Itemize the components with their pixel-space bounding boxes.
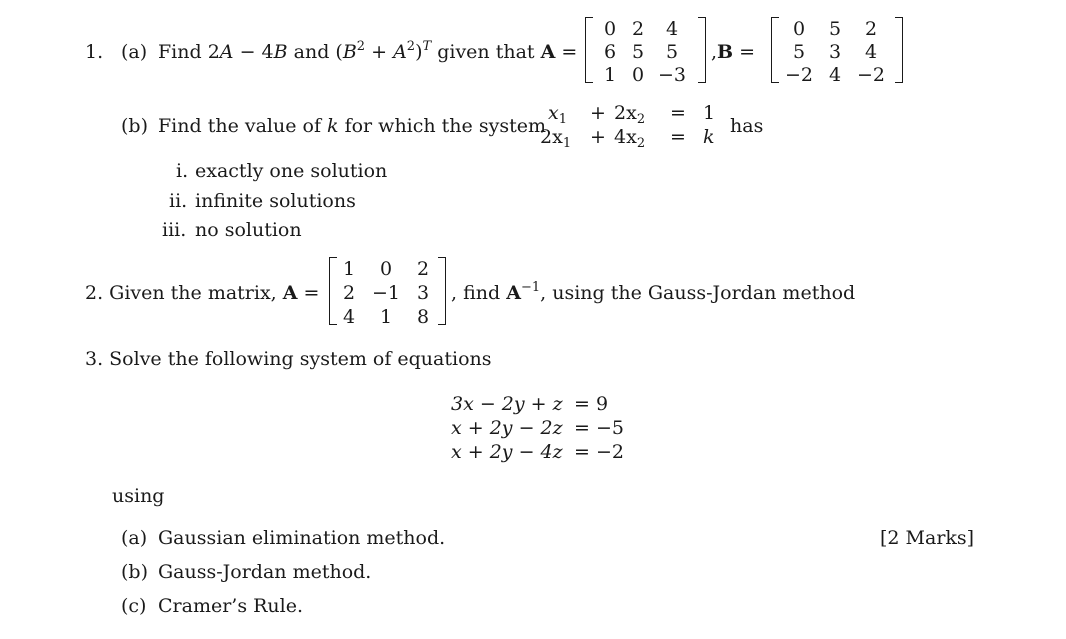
matrix-cell: −2: [784, 64, 813, 86]
q1a-statement: Find 2A − 4B and $(B^2 + A^2)^T$ given that A =: [158, 39, 578, 63]
system-operator: +: [590, 126, 606, 148]
equation-lhs: x + 2y − 4z: [451, 441, 563, 463]
matrix-cell: 3: [416, 282, 430, 304]
subitem-text: no solution: [195, 219, 302, 241]
system-equals: =: [670, 102, 686, 124]
matrix-cell: 2: [416, 258, 430, 280]
q1b-has: has: [730, 115, 764, 137]
subitem-text: exactly one solution: [195, 160, 388, 182]
matrix-cell: 5: [792, 41, 806, 63]
part-text: Gauss-Jordan method.: [158, 561, 372, 583]
system-term: $2x_1$: [540, 126, 572, 151]
matrix-cell: 4: [864, 41, 878, 63]
q1a-label: (a): [121, 41, 148, 63]
part-text: Cramer’s Rule.: [158, 595, 304, 617]
matrix-cell: 5: [828, 18, 842, 40]
system-operator: +: [590, 102, 606, 124]
part-label: (c): [121, 595, 147, 617]
q3-using: using: [112, 485, 165, 507]
q1-number: 1.: [85, 41, 104, 63]
q3-statement: 3. Solve the following system of equations: [85, 348, 492, 370]
matrix-cell: 5: [631, 41, 645, 63]
system-term: $2x_2$: [614, 102, 646, 127]
subitem-label: i.: [176, 160, 189, 182]
subitem-label: iii.: [162, 219, 187, 241]
equation-rhs: = 9: [574, 393, 609, 415]
matrix-cell: 4: [665, 18, 679, 40]
matrix-cell: 2: [342, 282, 356, 304]
matrix-cell: 5: [665, 41, 679, 63]
system-term: $x_1$: [548, 102, 567, 127]
q2-statement-tail: , find $A^{-1}$, using the Gauss-Jordan method: [451, 280, 856, 304]
equation-lhs: x + 2y − 2z: [451, 417, 563, 439]
part-label: (b): [121, 561, 148, 583]
part-label: (a): [121, 527, 148, 549]
equation-rhs: = −5: [574, 417, 624, 439]
matrix-cell: 1: [603, 64, 617, 86]
matrix-cell: 4: [828, 64, 842, 86]
q1b-statement: Find the value of k for which the system: [158, 115, 546, 137]
matrix-cell: −3: [657, 64, 686, 86]
subitem-label: ii.: [169, 190, 188, 212]
q2-statement: 2. Given the matrix, A =: [85, 282, 320, 304]
matrix-cell: −1: [371, 282, 400, 304]
system-rhs: k: [703, 126, 715, 148]
part-text: Gaussian elimination method.: [158, 527, 446, 549]
matrix-cell: 0: [379, 258, 393, 280]
matrix-cell: 8: [416, 306, 430, 328]
marks-badge: [2 Marks]: [880, 527, 975, 549]
system-term: $4x_2$: [614, 126, 646, 151]
matrix-cell: 3: [828, 41, 842, 63]
matrix-cell: 1: [342, 258, 356, 280]
matrix-cell: 2: [631, 18, 645, 40]
equation-rhs: = −2: [574, 441, 624, 463]
matrix-cell: 0: [603, 18, 617, 40]
matrix-cell: 0: [631, 64, 645, 86]
system-rhs: 1: [703, 102, 716, 124]
equation-lhs: 3x − 2y + z: [451, 393, 563, 415]
q1b-label: (b): [121, 115, 148, 137]
matrix-cell: 0: [792, 18, 806, 40]
matrix-cell: 2: [864, 18, 878, 40]
q1a-matrix-b-label: ,B =: [711, 41, 756, 63]
subitem-text: infinite solutions: [195, 190, 356, 212]
matrix-cell: 6: [603, 41, 617, 63]
matrix-cell: 1: [379, 306, 393, 328]
matrix-cell: 4: [342, 306, 356, 328]
system-equals: =: [670, 126, 686, 148]
matrix-cell: −2: [856, 64, 885, 86]
